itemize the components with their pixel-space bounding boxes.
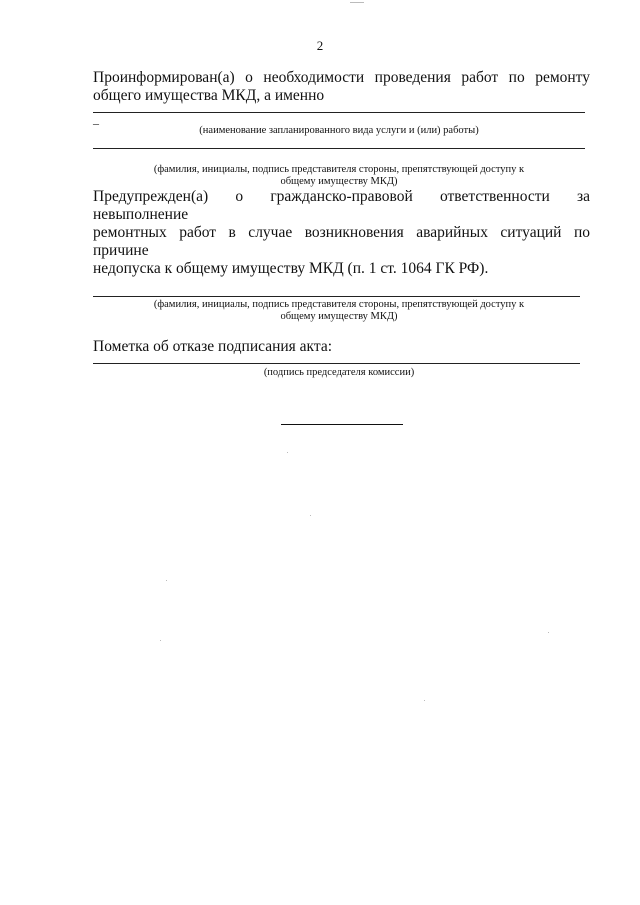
person-fill-line-2 [93, 296, 580, 297]
informed-line-1: Проинформирован(а) о необходимости проведения работ по ремонту [93, 69, 590, 86]
page-number: 2 [316, 38, 324, 53]
scan-speck [160, 640, 161, 641]
person-caption-2-line-2: общему имуществу МКД) [280, 311, 398, 322]
scan-speck [548, 632, 549, 633]
warned-line-1: Предупрежден(а) о гражданско-правовой ответственности за [93, 188, 590, 205]
service-fill-line [93, 112, 585, 113]
scan-speck [310, 515, 311, 516]
person-caption-2-line-1: (фамилия, инициалы, подпись представителя стороны, препятствующей доступу к [153, 299, 525, 310]
scan-mark [350, 2, 364, 3]
refusal-label: Пометка об отказе подписания акта: [93, 338, 333, 355]
chairman-caption: (подпись председателя комиссии) [263, 367, 415, 378]
person-caption-1-line-1: (фамилия, инициалы, подпись представителя стороны, препятствующей доступу к [153, 164, 525, 175]
warned-line-3: ремонтных работ в случае возникновения аварийных ситуаций по [93, 224, 590, 241]
service-caption: (наименование запланированного вида услуги и (или) работы) [199, 125, 479, 136]
person-fill-line-1 [93, 148, 585, 149]
warned-line-5: недопуска к общему имуществу МКД (п. 1 ст. 1064 ГК РФ). [93, 260, 489, 277]
chairman-signature-line [93, 363, 580, 364]
scan-speck [424, 700, 425, 701]
closing-rule [281, 424, 403, 425]
warned-line-4: причине [93, 242, 149, 259]
informed-line-2: общего имущества МКД, а именно [93, 87, 325, 104]
scan-speck [166, 580, 167, 581]
warned-line-2: невыполнение [93, 206, 189, 223]
scan-speck [287, 452, 288, 453]
stray-dash: – [93, 116, 99, 130]
person-caption-1-line-2: общему имуществу МКД) [280, 176, 398, 187]
